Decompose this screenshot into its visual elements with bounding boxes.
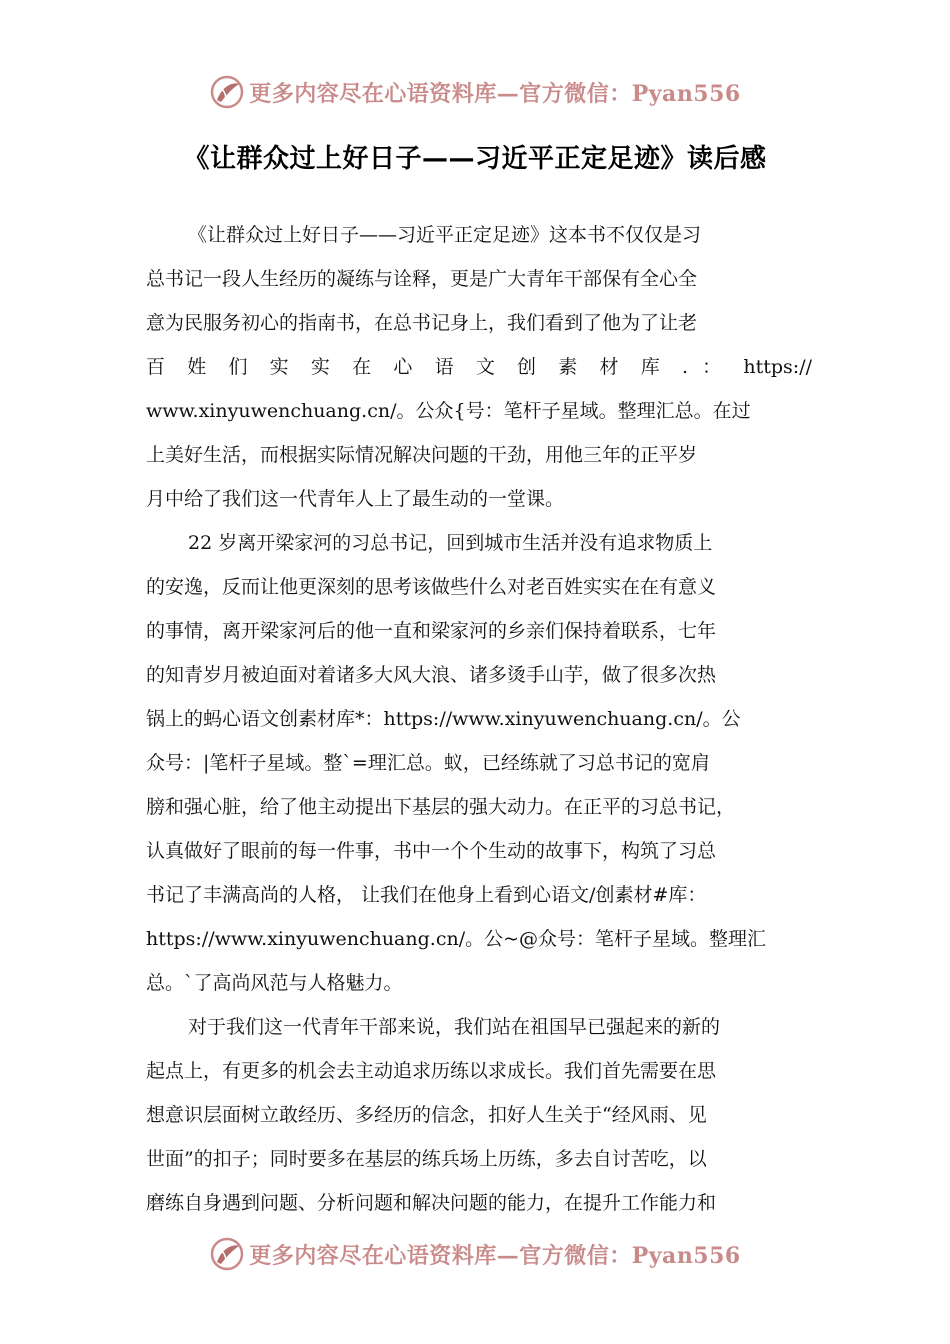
text-line: 22 岁离开梁家河的习总书记，回到城市生活并没有追求物质上 (188, 532, 713, 554)
text-line: 众号：|笔杆子星域。整`=理汇总。蚁，已经练就了习总书记的宽肩 (146, 752, 710, 774)
footer-banner-text: 更多内容尽在心语资料库—官方微信：Pyan556 (249, 1242, 741, 1269)
text-line: 起点上，有更多的机会去主动追求历练以求成长。我们首先需要在思 (146, 1060, 717, 1082)
text-line: 锅上的蚂心语文创素材库*：https://www.xinyuwenchuang.cn/。公 (146, 708, 741, 730)
footer-banner (0, 1232, 950, 1276)
leaf-swirl-logo-icon (209, 74, 245, 110)
text-line: 总书记一段人生经历的凝练与诠释，更是广大青年干部保有全心全 (146, 268, 698, 290)
text-line: 意为民服务初心的指南书，在总书记身上，我们看到了他为了让老 (146, 312, 698, 334)
text-line: 的事情，离开梁家河后的他一直和梁家河的乡亲们保持着联系，七年 (146, 620, 717, 642)
text-line: 想意识层面树立敢经历、多经历的信念，扣好人生关于“经风雨、见 (146, 1104, 707, 1126)
header-banner-text: 更多内容尽在心语资料库—官方微信：Pyan556 (249, 80, 741, 107)
text-line: 的知青岁月被迫面对着诸多大风大浪、诸多烫手山芋，做了很多次热 (146, 664, 717, 686)
text-line: 《让群众过上好日子——习近平正定足迹》这本书不仅仅是习 (188, 224, 702, 246)
text-line: 认真做好了眼前的每一件事，书中一个个生动的故事下，构筑了习总 (146, 840, 717, 862)
header-banner (0, 70, 950, 114)
text-line: 总。`了高尚风范与人格魅力。 (146, 972, 403, 994)
text-line: 的安逸，反而让他更深刻的思考该做些什么对老百姓实实在在有意义 (146, 576, 717, 598)
text-line: 对于我们这一代青年干部来说，我们站在祖国早已强起来的新的 (188, 1016, 721, 1038)
text-line: 世面”的扣子；同时要多在基层的练兵场上历练，多去自讨苦吃，以 (146, 1148, 707, 1170)
text-line: 百 姓 们 实 实 在 心 语 文 创 素 材 库 . ： https:// (146, 356, 812, 378)
text-line: 膀和强心脏，给了他主动提出下基层的强大动力。在正平的习总书记， (146, 796, 736, 818)
document-title: 《让群众过上好日子——习近平正定足迹》读后感 (183, 144, 767, 174)
text-line: 上美好生活，而根据实际情况解决问题的干劲，用他三年的正平岁 (146, 444, 698, 466)
text-line: https://www.xinyuwenchuang.cn/。公~@众号：笔杆子星域。整理汇 (146, 928, 767, 950)
text-line: 书记了丰满高尚的人格， 让我们在他身上看到心语文/创素材#库： (146, 884, 707, 906)
text-line: www.xinyuwenchuang.cn/。公众{号：笔杆子星域。整理汇总。在过 (146, 400, 751, 422)
text-line: 月中给了我们这一代青年人上了最生动的一堂课。 (146, 488, 565, 510)
document-body (146, 213, 812, 1225)
text-line: 磨练自身遇到问题、分析问题和解决问题的能力，在提升工作能力和 (146, 1192, 717, 1214)
leaf-swirl-logo-icon (209, 1236, 245, 1272)
